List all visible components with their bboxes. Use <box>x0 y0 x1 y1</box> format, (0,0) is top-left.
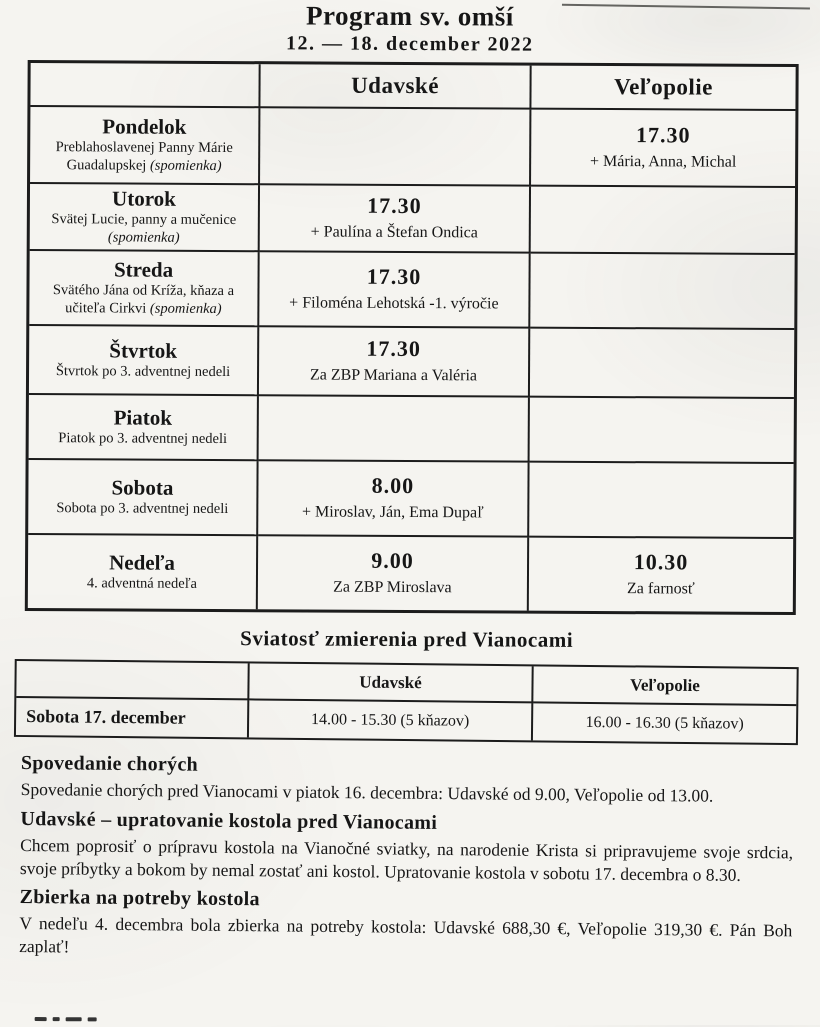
mass-cell-velopolie <box>531 187 795 255</box>
day-cell-pondelok <box>30 107 260 185</box>
section-heading-zbierka: Zbierka na potreby kostola <box>19 886 260 911</box>
mass-cell-udavske <box>259 252 530 328</box>
day-cell-sobota <box>28 460 258 536</box>
day-name: Pondelok <box>102 114 187 139</box>
feast-text <box>87 575 197 593</box>
section-heading-upratovanie: Udavské – upratovanie kostola pred Vianocami <box>20 807 438 834</box>
mass-table-corner-cell <box>30 63 260 108</box>
mass-intention: + Filoména Lehotská -1. výročie <box>289 294 499 313</box>
feast-name: Sobota po 3. adventnej nedeli <box>56 499 229 517</box>
feast-text <box>38 211 250 247</box>
mass-time: 8.00 <box>371 473 415 499</box>
day-cell-streda <box>29 251 259 327</box>
feast-name: Svätého Jána od Kríža, kňaza a učiteľa Cirkvi <box>52 281 235 317</box>
mass-cell-velopolie <box>531 110 795 188</box>
announcement-sections <box>19 746 794 972</box>
confession-header-udavske: Udavské <box>249 663 533 703</box>
mass-cell-udavske <box>258 461 529 537</box>
column-header-velopolie: Veľopolie <box>531 66 795 111</box>
confession-time-velopolie: 16.00 - 16.30 (5 kňazov) <box>585 713 744 733</box>
feast-text <box>37 282 249 318</box>
feast-note: (spomienka) <box>107 228 180 246</box>
mass-cell-udavske <box>259 327 530 397</box>
mass-cell-velopolie <box>529 538 793 612</box>
mass-intention: + Miroslav, Ján, Ema Dupaľ <box>301 503 484 522</box>
mass-time: 17.30 <box>366 263 422 290</box>
day-name: Streda <box>113 257 174 282</box>
day-cell-stvrtok <box>29 326 259 396</box>
mass-time: 17.30 <box>635 122 691 148</box>
confession-corner-cell <box>16 661 249 700</box>
confession-row-label: Sobota 17. december <box>16 698 249 737</box>
feast-name: Svätej Lucie, panny a mučenice <box>51 210 237 228</box>
mass-time: 10.30 <box>633 549 689 575</box>
feast-text <box>56 500 228 519</box>
mass-cell-udavske <box>260 108 531 186</box>
mass-intention: Za ZBP Mariana a Valéria <box>309 366 478 385</box>
mass-intention: + Mária, Anna, Michal <box>589 153 737 171</box>
mass-intention: Za farnosť <box>627 580 695 598</box>
feast-text <box>58 430 227 449</box>
mass-cell-velopolie <box>530 329 794 399</box>
feast-name: 4. adventná nedeľa <box>86 574 198 592</box>
day-name: Piatok <box>113 405 173 430</box>
confession-time-udavske: 14.00 - 15.30 (5 kňazov) <box>249 700 533 740</box>
day-cell-utorok <box>30 184 260 252</box>
section-body-zbierka: V nedeľu 4. decembra bola zbierka na potreby kostola: Udavské 688,30 €, Veľopolie 319,30 €. Pán Boh zaplať! <box>19 913 793 957</box>
mass-cell-udavske <box>258 536 529 610</box>
section-body-spovedanie: Spovedanie chorých pred Vianocami v piatok 16. decembra: Udavské od 9.00, Veľopolie od 13.00. <box>20 778 714 806</box>
feast-note: (spomienka) <box>149 300 222 317</box>
mass-time: 17.30 <box>366 335 421 362</box>
mass-intention: Za ZBP Miroslava <box>333 578 452 597</box>
page-subtitle: 12. — 18. december 2022 <box>285 32 534 56</box>
day-name: Sobota <box>111 475 174 500</box>
feast-name: Štvrtok po 3. adventnej nedeli <box>55 362 231 380</box>
mass-cell-velopolie <box>529 463 793 539</box>
day-name: Nedeľa <box>109 550 176 575</box>
day-cell-piatok <box>29 395 259 461</box>
mass-schedule-table <box>25 60 799 615</box>
confession-header-velopolie: Veľopolie <box>533 666 796 706</box>
section-body-upratovanie: Chcem poprosiť o prípravu kostola na Vianočné sviatky, na narodenie Krista si pripravujeme svoje srdcia, svoje príbytky a bokom by nemal zostať ani kostol. Upratovanie kostola v sobotu 17. decembra o 8.30. <box>19 834 794 885</box>
confession-heading: Sviatosť zmierenia pred Vianocami <box>240 626 574 652</box>
feast-text <box>38 139 250 175</box>
day-name: Utorok <box>112 186 176 211</box>
mass-cell-udavske <box>259 396 530 462</box>
column-header-udavske: Udavské <box>260 64 531 109</box>
confession-table <box>14 659 799 745</box>
day-cell-nedela <box>28 535 258 609</box>
feast-text <box>56 363 230 382</box>
day-name: Štvrtok <box>109 338 178 363</box>
feast-name: Piatok po 3. adventnej nedeli <box>58 429 228 447</box>
feast-note: (spomienka) <box>149 157 222 174</box>
mass-cell-velopolie <box>530 254 794 330</box>
page-title: Program sv. omší <box>305 0 514 32</box>
mass-time: 17.30 <box>367 192 422 219</box>
section-heading-spovedanie: Spovedanie chorých <box>20 751 199 776</box>
mass-intention: + Paulína a Štefan Ondica <box>310 223 478 242</box>
feast-name: Preblahoslavenej Panny Márie Guadalupskej <box>55 138 233 174</box>
mass-time: 9.00 <box>371 548 414 574</box>
cut-off-text-fragment <box>35 1017 97 1022</box>
mass-cell-velopolie <box>530 398 794 464</box>
mass-cell-udavske <box>260 185 531 253</box>
